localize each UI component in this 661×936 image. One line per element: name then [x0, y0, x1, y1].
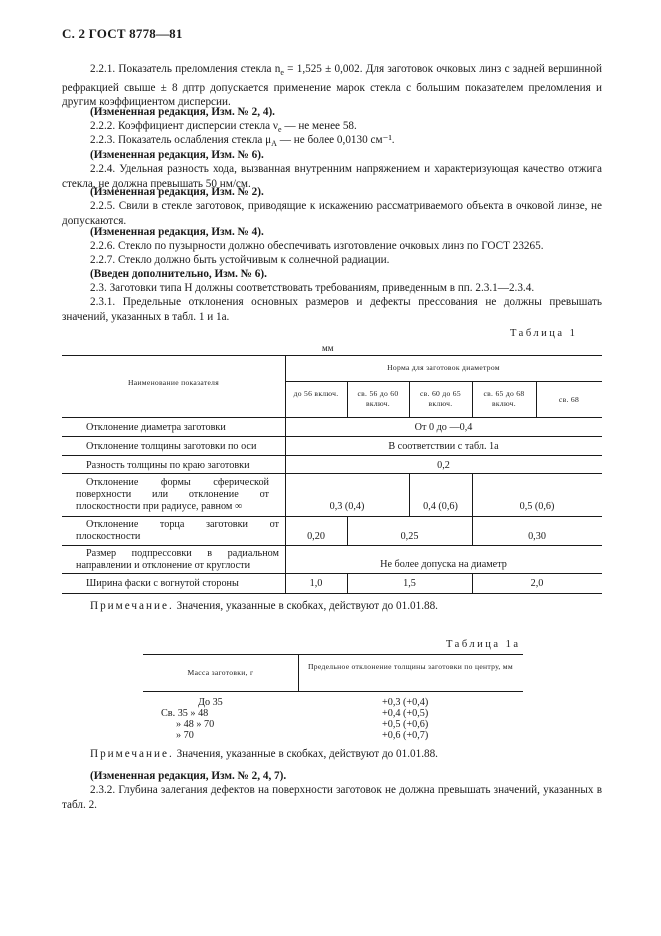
- para-2-3: 2.3. Заготовки типа Н должны соответствовать требованиям, приведенным в пп. 2.3.1—2.3.4.: [90, 282, 535, 294]
- edition-note-1: (Измененная редакция, Изм. № 2, 4).: [90, 106, 275, 118]
- edition-note-5: (Введен дополнительно, Изм. № 6).: [90, 268, 267, 280]
- table1-header-name: Наименование показателя: [127, 378, 220, 387]
- table1-row-name: Отклонение формы сферической поверхности или отклонение от плоскостности при радиусе, равном ∞: [76, 477, 269, 512]
- table1-col-5: св. 68: [558, 395, 580, 404]
- table1a-mass-2: Св. 35 » 48: [161, 708, 209, 719]
- table1a-mass-1: До 35: [198, 697, 223, 708]
- table1-row-name: Ширина фаски с вогнутой стороны: [86, 578, 239, 589]
- table1-col-2: св. 56 до 60 включ.: [357, 389, 399, 408]
- table1-row-value: Не более допуска на диаметр: [380, 559, 507, 570]
- table1a-dev-4: +0,6 (+0,7): [382, 730, 429, 741]
- para-2-2-7: 2.2.7. Стекло должно быть устойчивым к солнечной радиации.: [90, 254, 390, 266]
- para-2-3-2: 2.3.2. Глубина залегания дефектов на поверхности заготовок не должна превышать значений, указанных в табл. 2.: [62, 784, 602, 811]
- edition-note-6: (Измененная редакция, Изм. № 2, 4, 7).: [90, 770, 287, 782]
- table1-row-name: Разность толщины по краю заготовки: [86, 460, 250, 471]
- edition-note-3: (Измененная редакция, Изм. № 2).: [90, 186, 264, 198]
- table1a-caption: Таблица 1а: [446, 639, 521, 650]
- table1-row-value: В соответствии с табл. 1а: [388, 441, 499, 452]
- para-2-3-1: 2.3.1. Предельные отклонения основных размеров и дефекты прессования не должны превышать значений, указанных в табл. 1 и 1а.: [62, 296, 602, 323]
- table1-col-4: св. 65 до 68 включ.: [483, 389, 525, 408]
- para-2-2-4: 2.2.4. Удельная разность хода, вызванная внутренним напряжением и характеризующая качество отжига стекла, не должна превышать 50 нм/см.: [62, 163, 602, 190]
- table1-row-value: 0,4 (0,6): [423, 501, 458, 512]
- table1a-dev-2: +0,4 (+0,5): [382, 708, 429, 719]
- table1-row-name: Отклонение толщины заготовки по оси: [86, 441, 257, 452]
- table1-unit: мм: [322, 343, 334, 353]
- table1-row-name: Размер подпрессовки в радиальном направлении и отклонение от круглости: [76, 548, 279, 571]
- para-2-2-5: 2.2.5. Свили в стекле заготовок, приводящие к искажению рассматриваемого объекта в очковой линзе, не допускаются.: [62, 200, 602, 227]
- table1-row-value: 2,0: [530, 578, 544, 589]
- table1-row-value: 0,2: [437, 460, 450, 471]
- table1-caption: Таблица 1: [510, 328, 578, 339]
- table1-row-value: От 0 до —0,4: [414, 422, 473, 433]
- table1-row-name: Отклонение диаметра заготовки: [86, 422, 226, 433]
- table1a-mass-4: » 70: [176, 730, 194, 741]
- table1-col-3: св. 60 до 65 включ.: [420, 389, 461, 408]
- edition-note-4: (Измененная редакция, Изм. № 4).: [90, 226, 264, 238]
- table1a-header-mass: Масса заготовки, г: [187, 668, 254, 677]
- para-2-2-6: 2.2.6. Стекло по пузырности должно обеспечивать изготовление очковых линз по ГОСТ 23265.: [90, 240, 544, 252]
- table1-header-norm: Норма для заготовок диаметром: [387, 363, 500, 372]
- table1-note: Примечание. Значения, указанные в скобках, действуют до 01.01.88.: [90, 600, 438, 612]
- para-2-2-2: 2.2.2. Коэффициент дисперсии стекла $\nu_е$ — не менее 58.: [90, 120, 357, 135]
- table1-row-name: Отклонение торца заготовки от плоскостности: [76, 519, 279, 542]
- table1-row-value: 1,0: [309, 578, 323, 589]
- table1a-dev-3: +0,5 (+0,6): [382, 719, 429, 730]
- edition-note-2: (Измененная редакция, Изм. № 6).: [90, 149, 264, 161]
- table1-col-1: до 56 включ.: [293, 389, 339, 398]
- page-header: С. 2 ГОСТ 8778—81: [62, 26, 183, 41]
- table1-row-value: 0,5 (0,6): [519, 501, 555, 512]
- table1a-dev-1: +0,3 (+0,4): [382, 697, 429, 708]
- para-2-2-1: 2.2.1. Показатель преломления стекла $n_е = 1,525 \pm 0,002$. Для заготовок очковых линз с задней вершинной рефракцией свыше ± 8 дптр допускается применение марок стекла с большим показателем преломления и другим коэффициентом дисперсии.: [62, 63, 602, 109]
- para-2-2-3: 2.2.3. Показатель ослабления стекла $\mu_A$ — не более 0,0130 см⁻¹.: [90, 134, 395, 149]
- table1-row-value: 0,20: [307, 531, 325, 542]
- table1-row-value: 0,25: [400, 531, 419, 542]
- table1a-header-dev: Предельное отклонение толщины заготовки по центру, мм: [308, 662, 514, 671]
- table1a-mass-3: » 48 » 70: [176, 719, 215, 730]
- table1-row-value: 0,30: [528, 531, 546, 542]
- table1a-note: Примечание. Значения, указанные в скобках, действуют до 01.01.88.: [90, 748, 438, 760]
- table1-row-value: 0,3 (0,4): [329, 501, 365, 512]
- table1-row-value: 1,5: [403, 578, 416, 589]
